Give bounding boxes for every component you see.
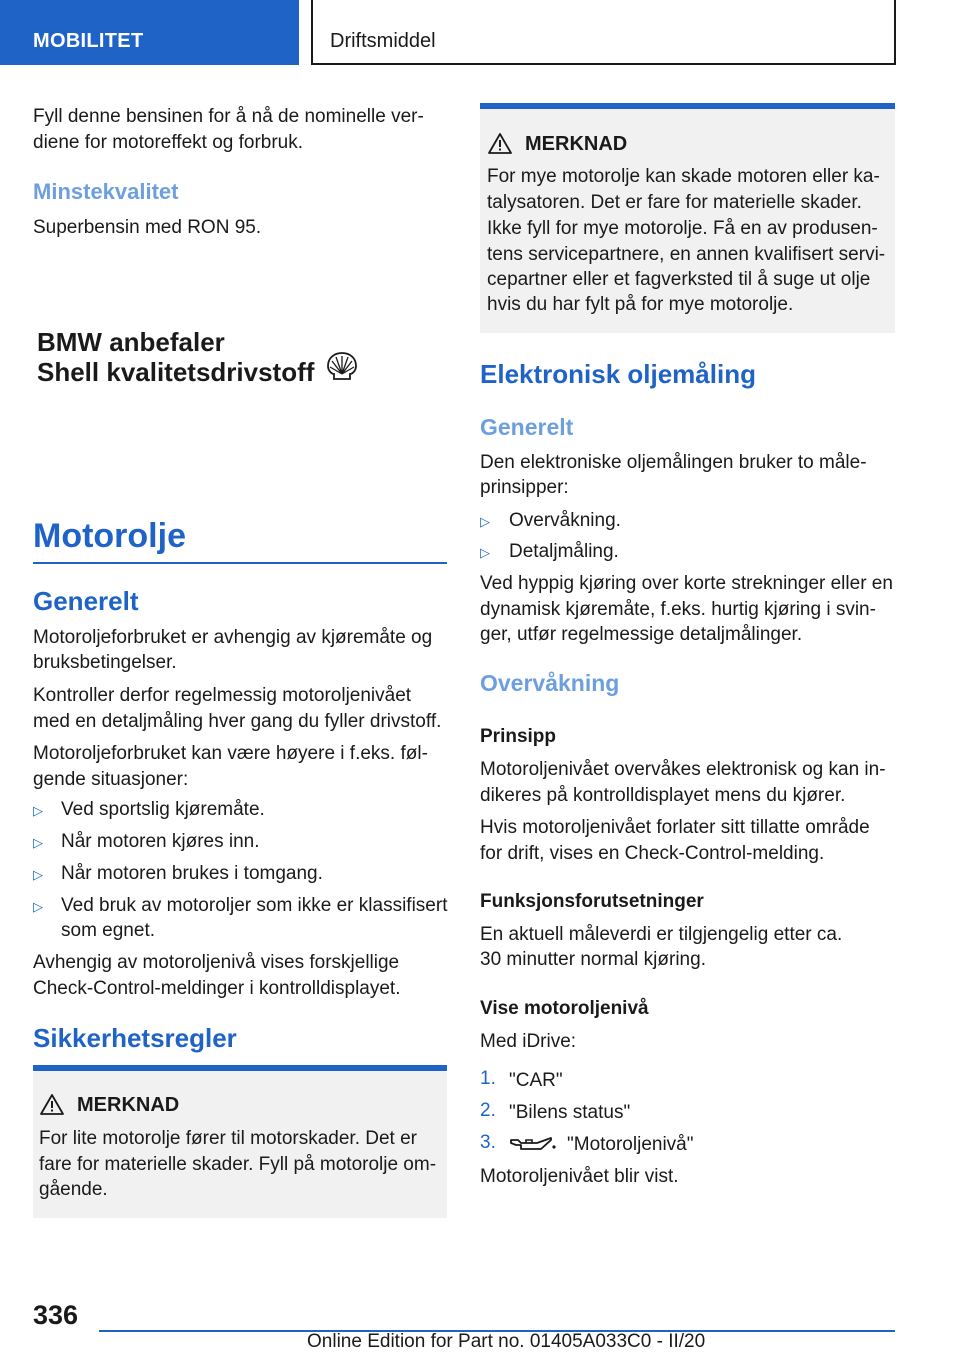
left-p4-line-2: Check-Control-meldinger i kontrolldisplayet. xyxy=(33,978,401,999)
step-number: 2. xyxy=(480,1100,496,1121)
right-p2-line-2: dynamisk kjøremåte, f.eks. hurtig kjøring i svin- xyxy=(480,599,876,620)
shell-line-2: Shell kvalitetsdrivstoff xyxy=(37,357,315,387)
step-number: 1. xyxy=(480,1068,496,1089)
shell-line-1: BMW anbefaler xyxy=(37,327,225,357)
bullet-icon: ▷ xyxy=(33,899,43,914)
note-right-line-5: cepartner eller et fagverksted til å suge ut olje xyxy=(487,269,871,290)
right-p1-line-1: Den elektroniske oljemålingen bruker to måle- xyxy=(480,452,867,473)
step-text: "CAR" xyxy=(509,1070,563,1091)
left-p1-line-1: Motoroljeforbruket er avhengig av kjøremåte og xyxy=(33,627,433,648)
intro-line-1: Fyll denne bensinen for å nå de nominelle ver- xyxy=(33,106,424,127)
right-p7: Motoroljenivået blir vist. xyxy=(480,1166,679,1187)
edition-text: Online Edition for Part no. 01405A033C0 - II/20 xyxy=(307,1331,706,1352)
show-oil-heading: Vise motoroljenivå xyxy=(480,998,649,1019)
section-title-motorolje: Motorolje xyxy=(33,517,186,555)
note-title-left: MERKNAD xyxy=(77,1094,180,1116)
right-p6: Med iDrive: xyxy=(480,1031,577,1052)
left-bullet-4-cont: som egnet. xyxy=(61,920,155,941)
left-bullet-1: Ved sportslig kjøremåte. xyxy=(61,799,265,820)
left-bullet-4: Ved bruk av motoroljer som ikke er klassifisert xyxy=(61,895,448,916)
left-bullet-3: Når motoren brukes i tomgang. xyxy=(61,863,323,884)
section-rule xyxy=(33,562,447,564)
section-title-oil-measurement: Elektronisk oljemåling xyxy=(480,359,756,389)
right-bullet-1: Overvåkning. xyxy=(509,510,621,531)
prereq-heading: Funksjonsforutsetninger xyxy=(480,891,704,912)
warning-icon xyxy=(39,1093,65,1116)
right-p5-line-1: En aktuell måleverdi er tilgjengelig etter ca. xyxy=(480,924,843,945)
bullet-icon: ▷ xyxy=(33,867,43,882)
step-text: "Motoroljenivå" xyxy=(567,1134,694,1155)
left-p2-line-2: med en detaljmåling hver gang du fyller drivstoff. xyxy=(33,711,442,732)
intro-line-2: diene for motoreffekt og forbruk. xyxy=(33,132,304,153)
note-left-line-2: fare for materielle skader. Fyll på motorolje om- xyxy=(39,1154,437,1175)
section-tab xyxy=(0,0,299,65)
oil-can-icon xyxy=(509,1134,557,1154)
right-p3-line-2: dikeres på kontrolldisplayet mens du kjører. xyxy=(480,785,846,806)
bullet-icon: ▷ xyxy=(33,803,43,818)
min-quality-text: Superbensin med RON 95. xyxy=(33,217,262,238)
general-heading-right: Generelt xyxy=(480,414,574,440)
section-label: MOBILITET xyxy=(33,30,144,52)
bullet-icon: ▷ xyxy=(480,545,490,560)
left-p2-line-1: Kontroller derfor regelmessig motoroljenivået xyxy=(33,685,412,706)
min-quality-heading: Minstekvalitet xyxy=(33,179,179,204)
note-right-line-2: talysatoren. Det er fare for materielle skader. xyxy=(487,192,862,213)
right-p3-line-1: Motoroljenivået overvåkes elektronisk og kan in- xyxy=(480,759,886,780)
chapter-header xyxy=(311,0,896,65)
note-title-right: MERKNAD xyxy=(525,133,628,155)
right-p1-line-2: prinsipper: xyxy=(480,477,569,498)
monitoring-heading: Overvåkning xyxy=(480,670,620,696)
right-p4-line-2: for drift, vises en Check-Control-melding. xyxy=(480,843,825,864)
note-left-line-1: For lite motorolje fører til motorskader. Det er xyxy=(39,1128,417,1149)
left-bullet-2: Når motoren kjøres inn. xyxy=(61,831,260,852)
left-p3-line-1: Motoroljeforbruket kan være høyere i f.eks. føl- xyxy=(33,743,428,764)
step-number: 3. xyxy=(480,1132,496,1153)
principle-heading: Prinsipp xyxy=(480,726,557,747)
left-p3-line-2: gende situasjoner: xyxy=(33,769,189,790)
note-right-line-3: Ikke fyll for mye motorolje. Få en av produsen- xyxy=(487,218,878,239)
bullet-icon: ▷ xyxy=(480,514,490,529)
note-right-line-6: hvis du har fylt på for mye motorolje. xyxy=(487,294,794,315)
safety-heading: Sikkerhetsregler xyxy=(33,1023,237,1053)
left-p4-line-1: Avhengig av motoroljenivå vises forskjellige xyxy=(33,952,400,973)
step-text: "Bilens status" xyxy=(509,1102,631,1123)
right-p2-line-1: Ved hyppig kjøring over korte strekninger eller en xyxy=(480,573,893,594)
shell-logo-icon xyxy=(325,352,359,382)
right-p4-line-1: Hvis motoroljenivået forlater sitt tillatte område xyxy=(480,817,870,838)
right-p2-line-3: ger, utfør regelmessige detaljmålinger. xyxy=(480,624,803,645)
note-right-line-1: For mye motorolje kan skade motoren eller ka- xyxy=(487,166,880,187)
right-bullet-2: Detaljmåling. xyxy=(509,541,619,562)
chapter-title: Driftsmiddel xyxy=(330,30,436,52)
general-heading-left: Generelt xyxy=(33,586,139,616)
bullet-icon: ▷ xyxy=(33,835,43,850)
left-p1-line-2: bruksbetingelser. xyxy=(33,652,177,673)
warning-icon xyxy=(487,132,513,155)
note-left-line-3: gående. xyxy=(39,1179,108,1200)
right-p5-line-2: 30 minutter normal kjøring. xyxy=(480,949,706,970)
page-number: 336 xyxy=(33,1300,79,1330)
note-right-line-4: tens servicepartnere, en annen kvalifisert servi- xyxy=(487,244,886,265)
